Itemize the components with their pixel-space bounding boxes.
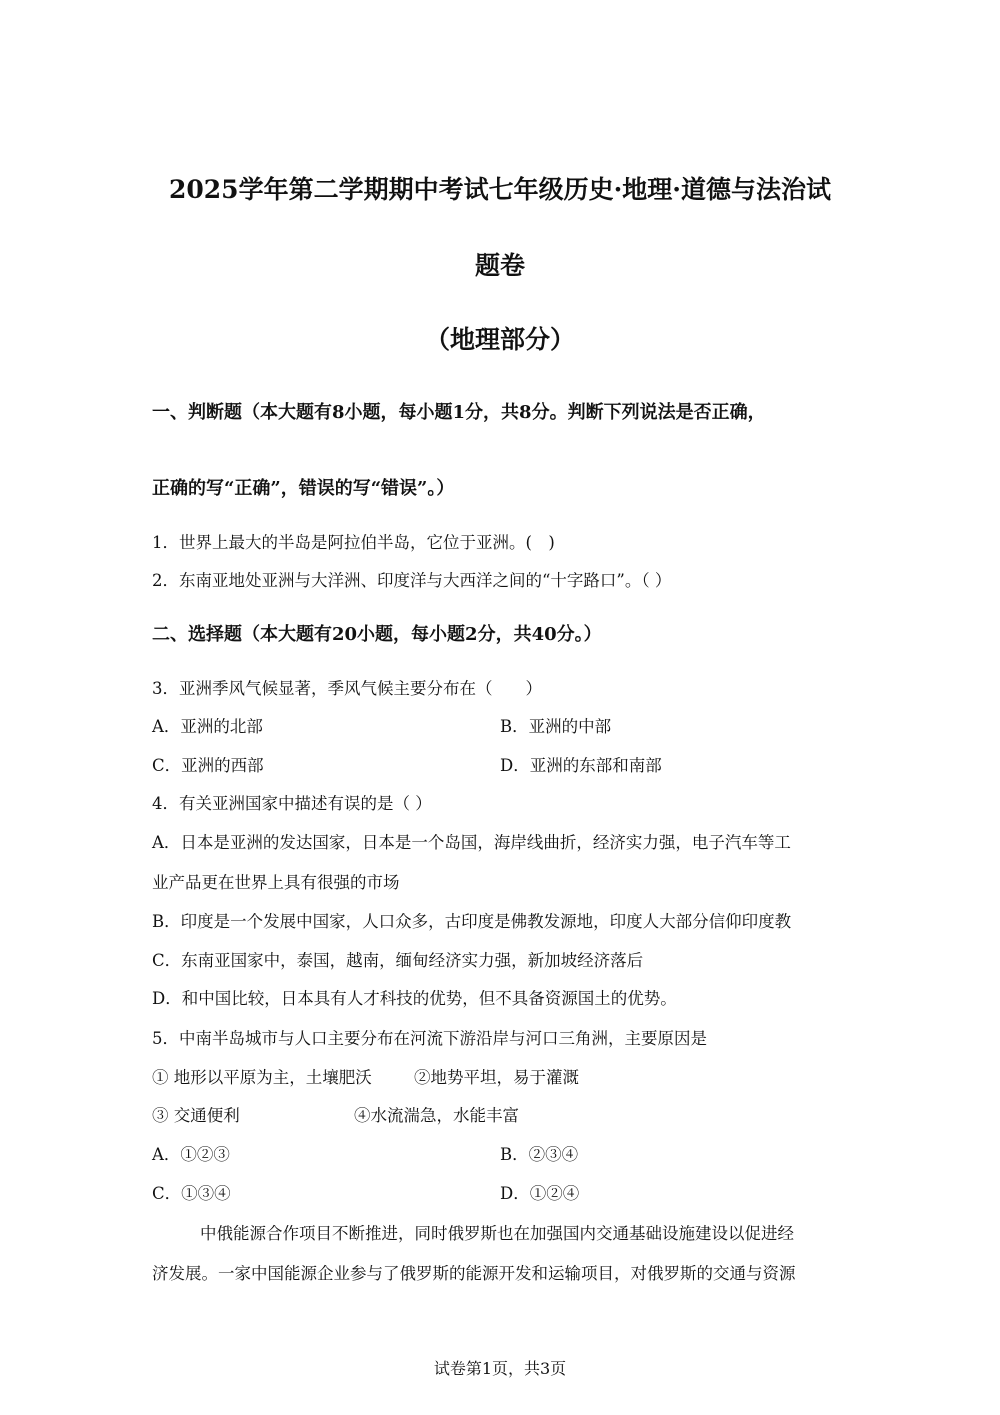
question-5-option-a: A．①②③ [152, 1145, 230, 1164]
question-5-option-c: C．①③④ [152, 1184, 231, 1203]
question-4-option-a-line2: 业产品更在世界上具有很强的市场 [152, 873, 400, 892]
question-5-statement-1: ① 地形以平原为主，土壤肥沃 [152, 1068, 372, 1087]
question-5-statement-3: ③ 交通便利 [152, 1106, 240, 1125]
question-5-statement-2: ②地势平坦，易于灌溉 [414, 1068, 579, 1087]
exam-title-line1: 2025学年第二学期期中考试七年级历史·地理·道德与法治试 [169, 175, 831, 204]
passage-line2: 济发展。一家中国能源企业参与了俄罗斯的能源开发和运输项目，对俄罗斯的交通与资源 [152, 1264, 796, 1283]
question-5-option-d: D．①②④ [500, 1184, 580, 1203]
exam-subtitle: （地理部分） [424, 325, 575, 354]
question-5-stem: 5．中南半岛城市与人口主要分布在河流下游沿岸与河口三角洲，主要原因是 [152, 1029, 707, 1048]
passage-line1: 中俄能源合作项目不断推进，同时俄罗斯也在加强国内交通基础设施建设以促进经 [200, 1224, 794, 1243]
question-1: 1．世界上最大的半岛是阿拉伯半岛，它位于亚洲。( ) [152, 533, 555, 552]
section1-heading-line1: 一、判断题（本大题有8小题，每小题1分，共8分。判断下列说法是否正确， [152, 402, 766, 423]
section1-heading-line2: 正确的写“正确”，错误的写“错误”。） [152, 478, 455, 499]
exam-title-line2: 题卷 [474, 251, 525, 280]
question-3-option-b: B．亚洲的中部 [500, 717, 612, 736]
question-3-option-a: A．亚洲的北部 [152, 717, 263, 736]
question-4-option-b: B．印度是一个发展中国家，人口众多，古印度是佛教发源地，印度人大部分信仰印度教 [152, 912, 792, 931]
question-3-option-d: D．亚洲的东部和南部 [500, 756, 662, 775]
question-3-stem: 3．亚洲季风气候显著，季风气候主要分布在（ ） [152, 679, 542, 698]
question-4-option-a-line1: A．日本是亚洲的发达国家，日本是一个岛国，海岸线曲折，经济实力强，电子汽车等工 [152, 833, 791, 852]
question-4-option-c: C．东南亚国家中，泰国，越南，缅甸经济实力强，新加坡经济落后 [152, 951, 644, 970]
question-5-statement-4: ④水流湍急，水能丰富 [354, 1106, 519, 1125]
question-5-option-b: B．②③④ [500, 1145, 579, 1164]
section2-heading: 二、选择题（本大题有20小题，每小题2分，共40分。） [152, 624, 602, 645]
question-2: 2．东南亚地处亚洲与大洋洲、印度洋与大西洋之间的“十字路口”。（ ） [152, 571, 672, 590]
question-3-option-c: C．亚洲的西部 [152, 756, 264, 775]
question-4-stem: 4．有关亚洲国家中描述有误的是（ ） [152, 794, 432, 813]
question-4-option-d: D．和中国比较，日本具有人才科技的优势，但不具备资源国土的优势。 [152, 989, 677, 1008]
page-footer: 试卷第1页，共3页 [433, 1359, 567, 1378]
